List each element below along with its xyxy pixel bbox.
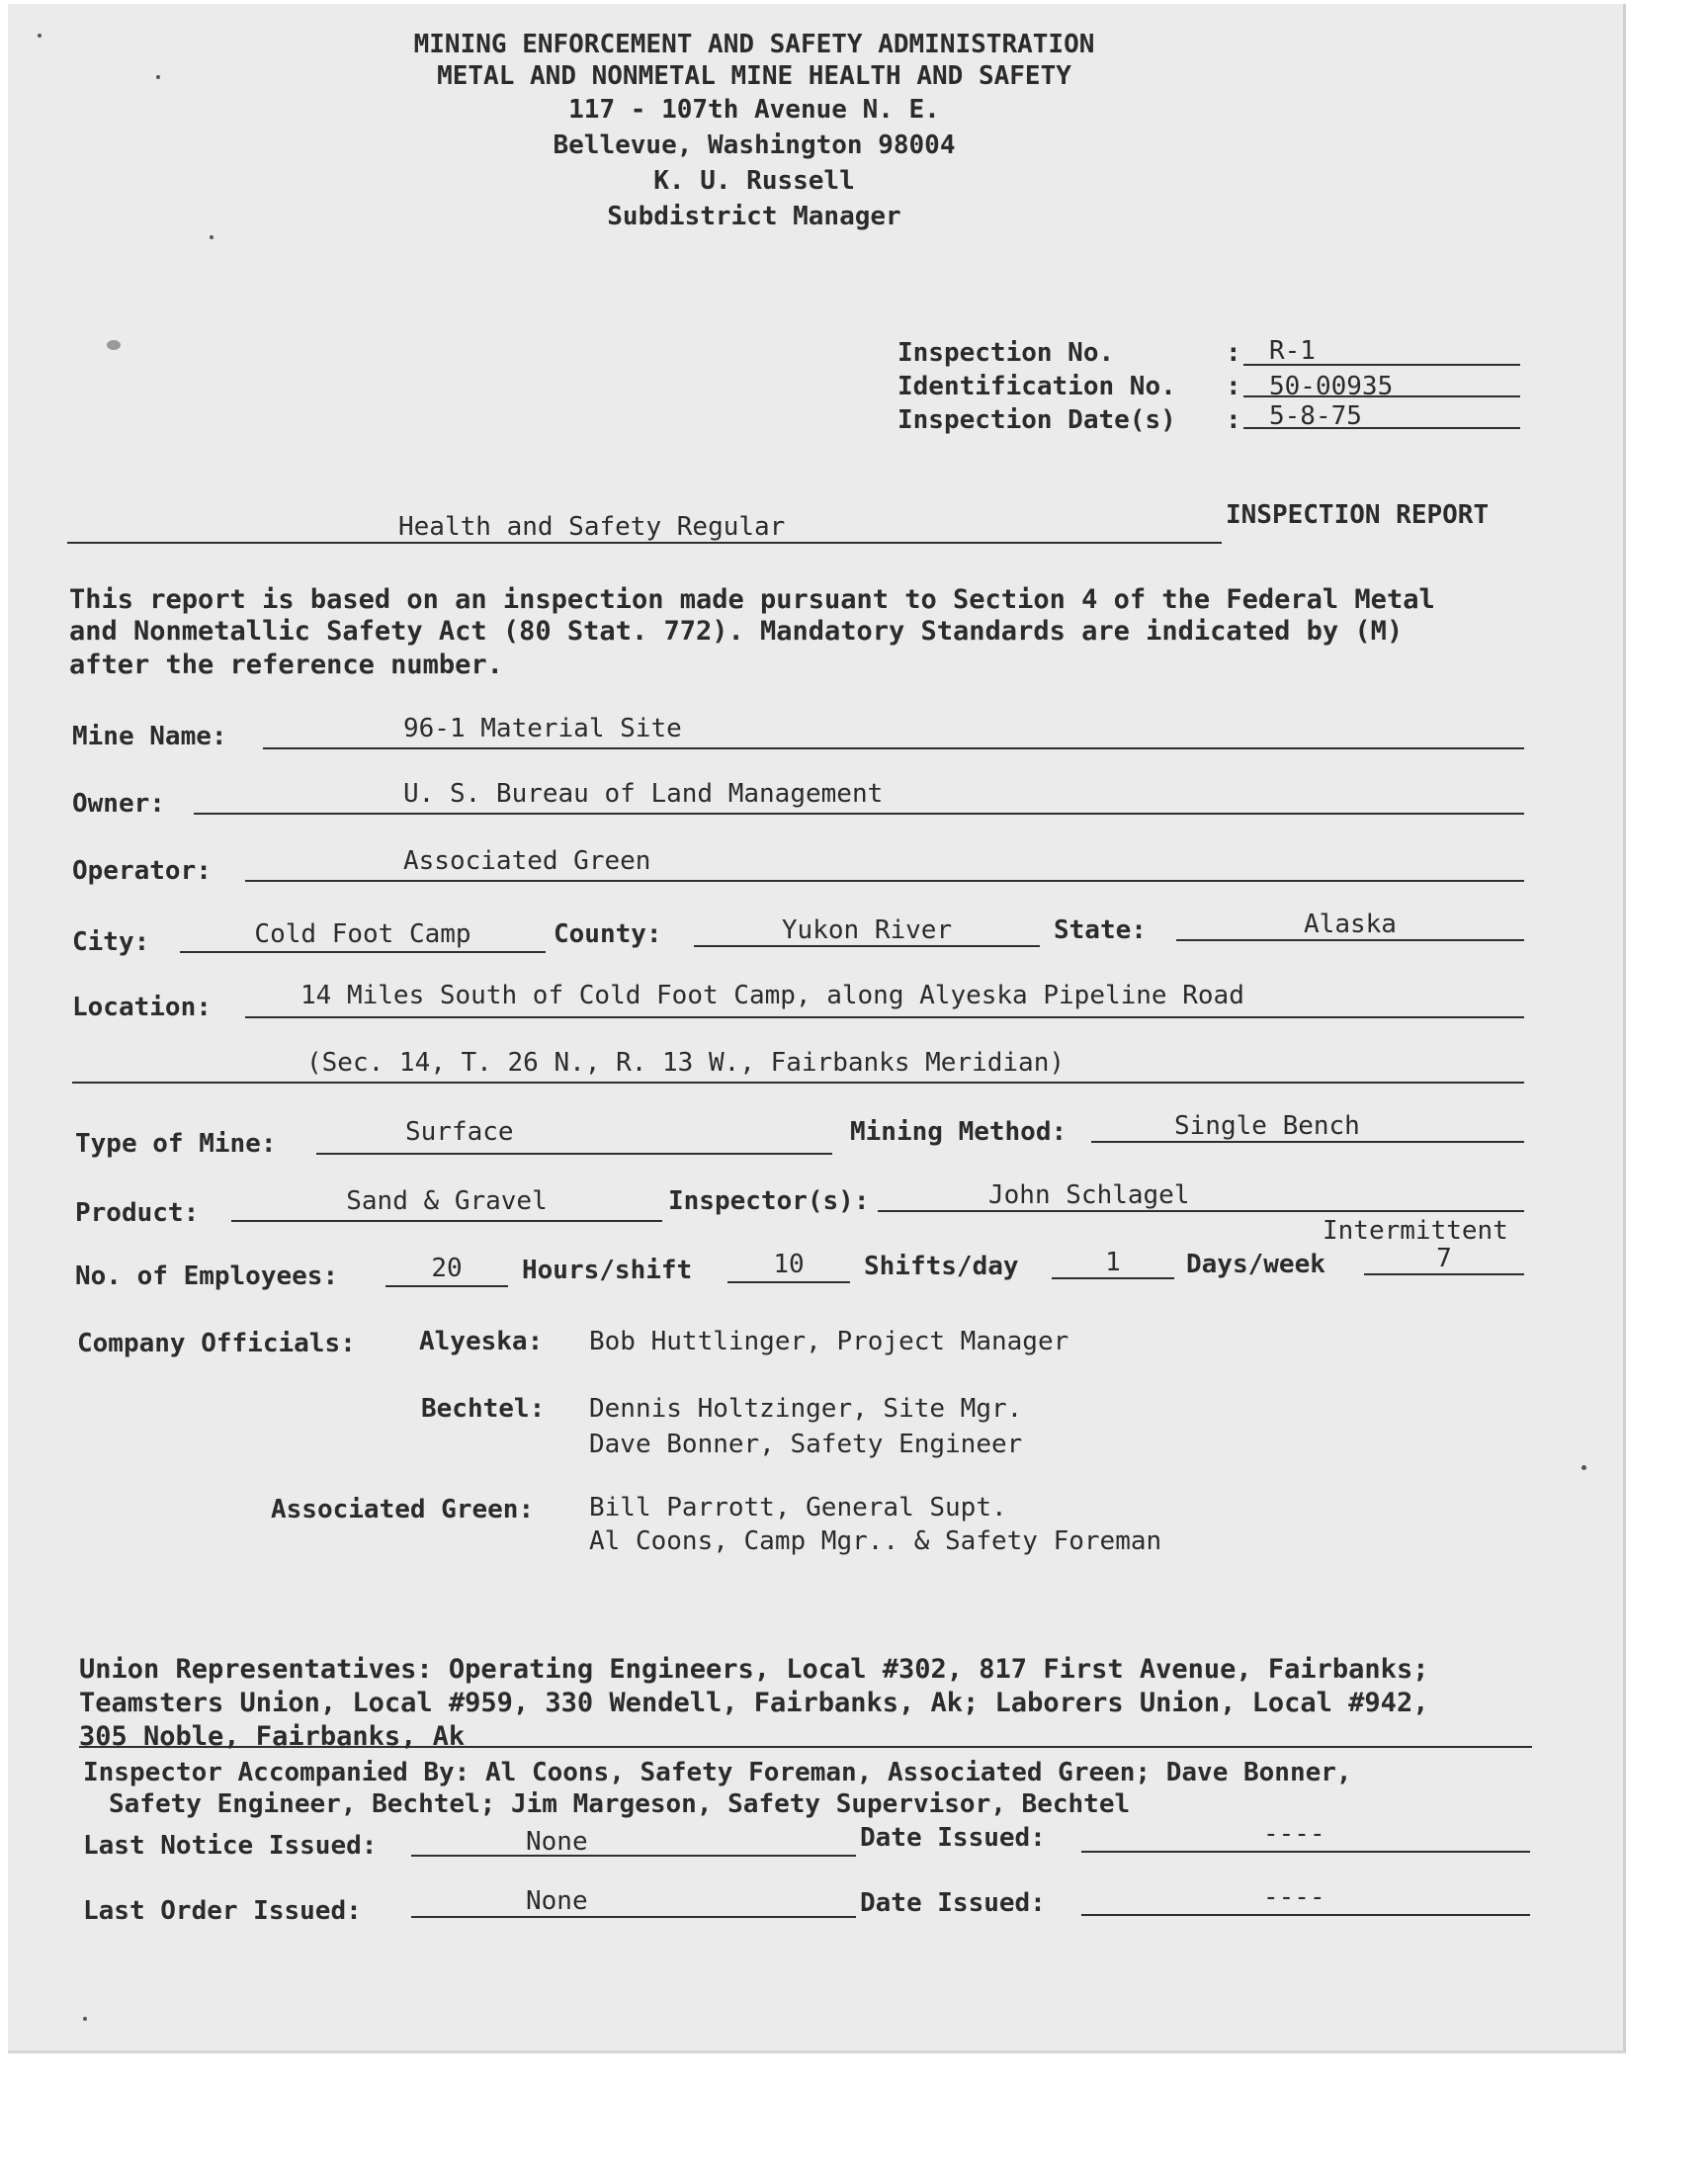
union-line-3: 305 Noble, Fairbanks, Ak [79, 1721, 466, 1752]
location-line-2 [72, 1082, 1524, 1084]
union-line-rule [79, 1746, 1532, 1748]
associated-green-official-1: Bill Parrott, General Supt. [589, 1493, 1007, 1522]
days-value: 7 [1436, 1244, 1452, 1273]
bechtel-official-2: Dave Bonner, Safety Engineer [589, 1430, 1023, 1459]
location-line-1 [245, 1016, 1524, 1018]
employees-label: No. of Employees: [75, 1262, 339, 1291]
shifts-value: 1 [1105, 1248, 1121, 1277]
operator-value: Associated Green [403, 846, 651, 876]
accompanied-line-1: Inspector Accompanied By: Al Coons, Safety Foreman, Associated Green; Dave Bonner, [83, 1758, 1352, 1787]
report-type: Health and Safety Regular [398, 512, 786, 542]
employees-value: 20 [431, 1254, 463, 1283]
colon: : [1226, 372, 1241, 401]
mine-name-label: Mine Name: [72, 722, 227, 751]
bechtel-label: Bechtel: [421, 1394, 546, 1424]
last-notice-label: Last Notice Issued: [83, 1831, 378, 1861]
alyeska-official: Bob Huttlinger, Project Manager [589, 1327, 1069, 1356]
last-notice-value: None [526, 1827, 588, 1857]
intro-line-1: This report is based on an inspection made pursuant to Section 4 of the Federal Metal [69, 584, 1435, 615]
product-value: Sand & Gravel [346, 1186, 548, 1216]
notice-date-label: Date Issued: [860, 1823, 1046, 1853]
inspection-date-value: 5-8-75 [1269, 401, 1362, 431]
header-agency: MINING ENFORCEMENT AND SAFETY ADMINISTRATION [413, 30, 1095, 59]
order-date-line [1081, 1914, 1530, 1916]
shifts-line [1052, 1277, 1174, 1279]
officials-label: Company Officials: [77, 1329, 356, 1358]
last-notice-line [411, 1855, 856, 1857]
union-line-2: Teamsters Union, Local #959, 330 Wendell, Fairbanks, Ak; Laborers Union, Local #942, [79, 1688, 1429, 1718]
hours-value: 10 [773, 1250, 805, 1279]
document-page [8, 4, 1626, 2053]
mining-method-value: Single Bench [1174, 1111, 1360, 1141]
mine-name-line [263, 747, 1524, 749]
scan-speck [107, 340, 121, 350]
order-date-label: Date Issued: [860, 1888, 1046, 1918]
union-line-1: Union Representatives: Operating Engineers, Local #302, 817 First Avenue, Fairbanks; [79, 1654, 1429, 1685]
inspectors-label: Inspector(s): [668, 1186, 870, 1216]
owner-value: U. S. Bureau of Land Management [403, 779, 884, 809]
scan-speck [38, 34, 42, 38]
inspection-date-label: Inspection Date(s) [897, 405, 1176, 435]
state-label: State: [1054, 915, 1147, 945]
notice-date-value: ---- [1263, 1819, 1325, 1849]
employees-line [385, 1285, 508, 1287]
days-line [1364, 1273, 1524, 1275]
state-value: Alaska [1304, 910, 1397, 939]
city-line [180, 951, 546, 953]
header-division: METAL AND NONMETAL MINE HEALTH AND SAFETY [437, 61, 1071, 91]
county-value: Yukon River [781, 915, 953, 945]
owner-line [194, 813, 1524, 815]
mining-method-line [1091, 1141, 1524, 1143]
shifts-label: Shifts/day [864, 1252, 1019, 1281]
type-of-mine-value: Surface [405, 1117, 514, 1147]
identification-no-value: 50-00935 [1269, 372, 1394, 401]
identification-no-label: Identification No. [897, 372, 1176, 401]
location-value-1: 14 Miles South of Cold Foot Camp, along Alyeska Pipeline Road [300, 981, 1244, 1010]
location-value-2: (Sec. 14, T. 26 N., R. 13 W., Fairbanks Meridian) [306, 1048, 1066, 1078]
alyeska-label: Alyeska: [419, 1327, 544, 1356]
last-order-label: Last Order Issued: [83, 1896, 362, 1926]
days-note: Intermittent [1323, 1216, 1508, 1246]
associated-green-official-2: Al Coons, Camp Mgr.. & Safety Foreman [589, 1526, 1162, 1556]
location-label: Location: [72, 993, 212, 1022]
county-line [694, 945, 1040, 947]
header-manager-name: K. U. Russell [653, 166, 855, 196]
type-of-mine-label: Type of Mine: [75, 1129, 277, 1159]
scan-speck [210, 235, 214, 239]
notice-date-line [1081, 1851, 1530, 1853]
product-label: Product: [75, 1198, 200, 1228]
last-order-line [411, 1916, 856, 1918]
inspectors-value: John Schlagel [988, 1180, 1190, 1210]
scan-speck [83, 2017, 87, 2021]
report-type-line [67, 542, 1222, 544]
hours-line [727, 1281, 850, 1283]
city-value: Cold Foot Camp [254, 919, 471, 949]
report-title: INSPECTION REPORT [1226, 500, 1490, 530]
hours-label: Hours/shift [522, 1256, 693, 1285]
type-of-mine-line [316, 1153, 832, 1155]
order-date-value: ---- [1263, 1882, 1325, 1912]
operator-label: Operator: [72, 856, 212, 886]
county-label: County: [554, 919, 662, 949]
days-label: Days/week [1186, 1250, 1325, 1279]
mining-method-label: Mining Method: [850, 1117, 1068, 1147]
header-manager-title: Subdistrict Manager [607, 202, 901, 231]
city-label: City: [72, 927, 150, 957]
owner-label: Owner: [72, 789, 165, 819]
bechtel-official-1: Dennis Holtzinger, Site Mgr. [589, 1394, 1023, 1424]
header-street: 117 - 107th Avenue N. E. [568, 95, 940, 125]
inspectors-line [878, 1210, 1524, 1212]
accompanied-line-2: Safety Engineer, Bechtel; Jim Margeson, Safety Supervisor, Bechtel [109, 1789, 1131, 1819]
colon: : [1226, 405, 1241, 435]
associated-green-label: Associated Green: [271, 1495, 535, 1524]
header-city: Bellevue, Washington 98004 [553, 130, 956, 160]
operator-line [245, 880, 1524, 882]
colon: : [1226, 338, 1241, 368]
mine-name-value: 96-1 Material Site [403, 714, 682, 743]
scan-speck [156, 75, 160, 79]
inspection-no-label: Inspection No. [897, 338, 1115, 368]
product-line [231, 1220, 662, 1222]
intro-line-2: and Nonmetallic Safety Act (80 Stat. 772). Mandatory Standards are indicated by (M) [69, 616, 1404, 647]
scan-speck [1581, 1465, 1586, 1470]
last-order-value: None [526, 1886, 588, 1916]
state-line [1176, 939, 1524, 941]
intro-line-3: after the reference number. [69, 650, 503, 680]
inspection-no-value: R-1 [1269, 336, 1316, 366]
